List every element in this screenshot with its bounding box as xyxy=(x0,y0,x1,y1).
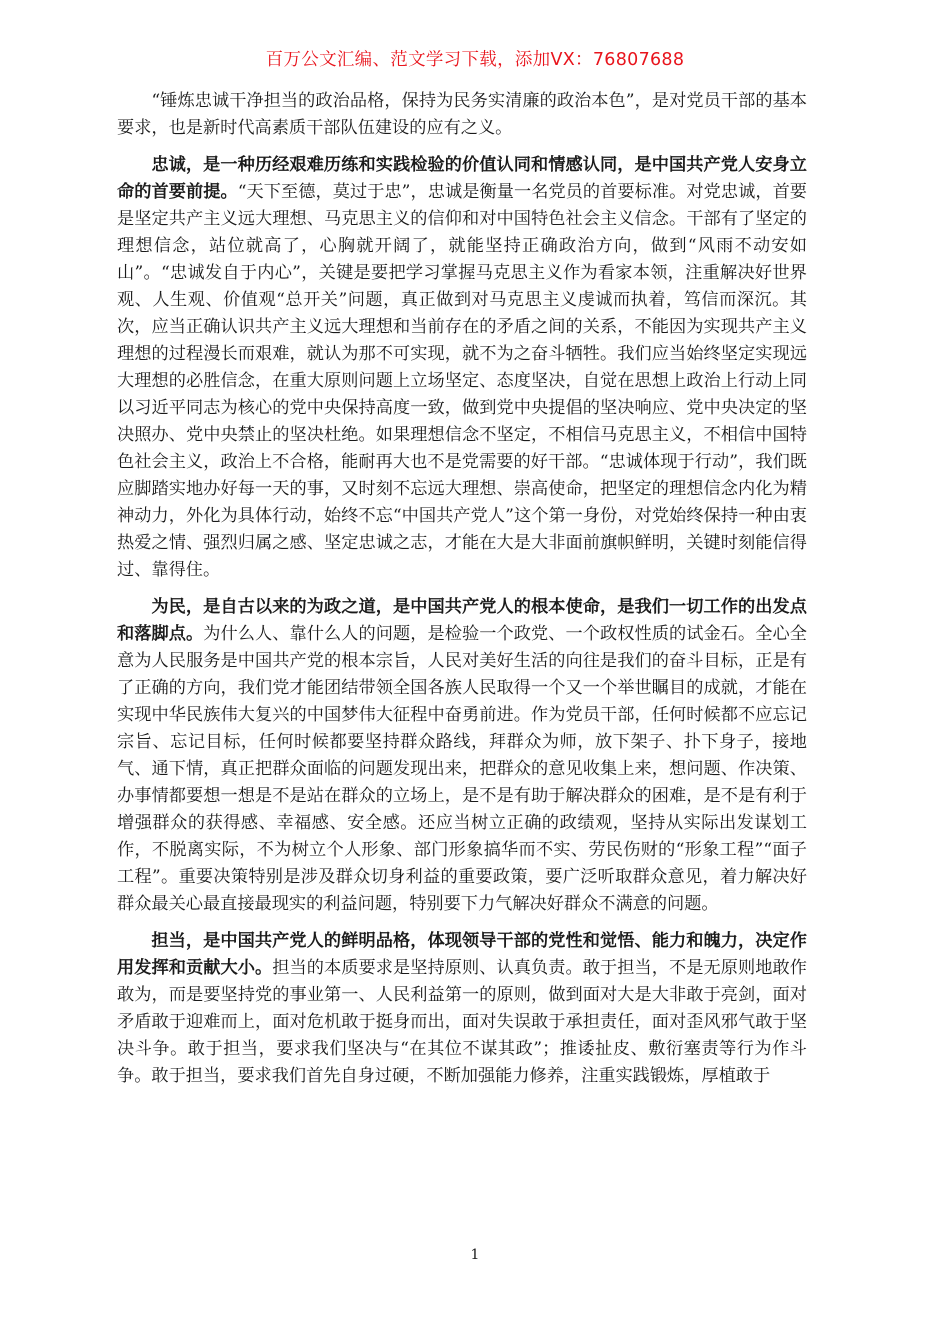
paragraph-for-people xyxy=(117,594,807,918)
paragraph-responsibility xyxy=(117,928,807,1090)
header-watermark: 百万公文汇编、范文学习下载，添加VX：76807688 xyxy=(265,50,685,70)
page-number: 1 xyxy=(470,1247,480,1263)
paragraph-text: 担当的本质要求是坚持原则、认真负责。敢于担当，不是无原则地敢作敢为，而是要坚持党的事业第一、人民利益第一的原则，做到面对大是大非敢于亮剑，面对矛盾敢于迎难而上，面对危机敢于挺身而出，面对失误敢于承担责任，面对歪风邪气敢于坚决斗争。敢于担当，要求我们坚决与“在其位不谋其政”；推诿扯皮、敷衍塞责等行为作斗争。敢于担当，要求我们首先自身过硬，不断加强能力修养，注重实践锻炼，厚植敢于 xyxy=(117,958,807,1086)
paragraph-intro xyxy=(117,88,807,142)
paragraph-loyalty xyxy=(117,152,807,584)
paragraph-text: 为什么人、靠什么人的问题，是检验一个政党、一个政权性质的试金石。全心全意为人民服务是中国共产党的根本宗旨，人民对美好生活的向往是我们的奋斗目标，正是有了正确的方向，我们党才能团结带领全国各族人民取得一个又一个举世瞩目的成就，才能在实现中华民族伟大复兴的中国梦伟大征程中奋勇前进。作为党员干部，任何时候都不应忘记宗旨、忘记目标，任何时候都要坚持群众路线，拜群众为师，放下架子、扑下身子，接地气、通下情，真正把群众面临的问题发现出来，把群众的意见收集上来，想问题、作决策、办事情都要想一想是不是站在群众的立场上，是不是有助于解决群众的困难，是不是有利于增强群众的获得感、幸福感、安全感。还应当树立正确的政绩观，坚持从实际出发谋划工作，不脱离实际，不为树立个人形象、部门形象搞华而不实、劳民伤财的“形象工程”“面子工程”。重要决策特别是涉及群众切身利益的重要政策，要广泛听取群众意见，着力解决好群众最关心最直接最现实的利益问题，特别要下力气解决好群众不满意的问题。 xyxy=(117,624,807,914)
paragraph-lead: 担当，是中国共产党人的鲜明品格，体现领导干部的党性和觉悟、能力和魄力，决定作用发挥和贡献大小。 xyxy=(117,931,807,978)
paragraph-text: “锤炼忠诚干净担当的政治品格，保持为民务实清廉的政治本色”，是对党员干部的基本要求，也是新时代高素质干部队伍建设的应有之义。 xyxy=(117,91,807,138)
paragraph-lead: 为民，是自古以来的为政之道，是中国共产党人的根本使命，是我们一切工作的出发点和落脚点。 xyxy=(117,597,807,644)
document-body xyxy=(117,88,807,1090)
paragraph-text: “天下至德，莫过于忠”，忠诚是衡量一名党员的首要标准。对党忠诚，首要是坚定共产主义远大理想、马克思主义的信仰和对中国特色社会主义信念。干部有了坚定的理想信念，站位就高了，心胸就开阔了，就能坚持正确政治方向，做到“风雨不动安如山”。“忠诚发自于内心”，关键是要把学习掌握马克思主义作为看家本领，注重解决好世界观、人生观、价值观“总开关”问题，真正做到对马克思主义虔诚而执着，笃信而深沉。其次，应当正确认识共产主义远大理想和当前存在的矛盾之间的关系，不能因为实现共产主义理想的过程漫长而艰难，就认为那不可实现，就不为之奋斗牺牲。我们应当始终坚定实现远大理想的必胜信念，在重大原则问题上立场坚定、态度坚决，自觉在思想上政治上行动上同以习近平同志为核心的党中央保持高度一致，做到党中央提倡的坚决响应、党中央决定的坚决照办、党中央禁止的坚决杜绝。如果理想信念不坚定，不相信马克思主义，不相信中国特色社会主义，政治上不合格，能耐再大也不是党需要的好干部。“忠诚体现于行动”，我们既应脚踏实地办好每一天的事，又时刻不忘远大理想、崇高使命，把坚定的理想信念内化为精神动力，外化为具体行动，始终不忘“中国共产党人”这个第一身份，对党始终保持一种由衷热爱之情、强烈归属之感、坚定忠诚之志，才能在大是大非面前旗帜鲜明，关键时刻能信得过、靠得住。 xyxy=(117,182,807,580)
paragraph-lead: 忠诚，是一种历经艰难历练和实践检验的价值认同和情感认同，是中国共产党人安身立命的首要前提。 xyxy=(117,155,807,202)
